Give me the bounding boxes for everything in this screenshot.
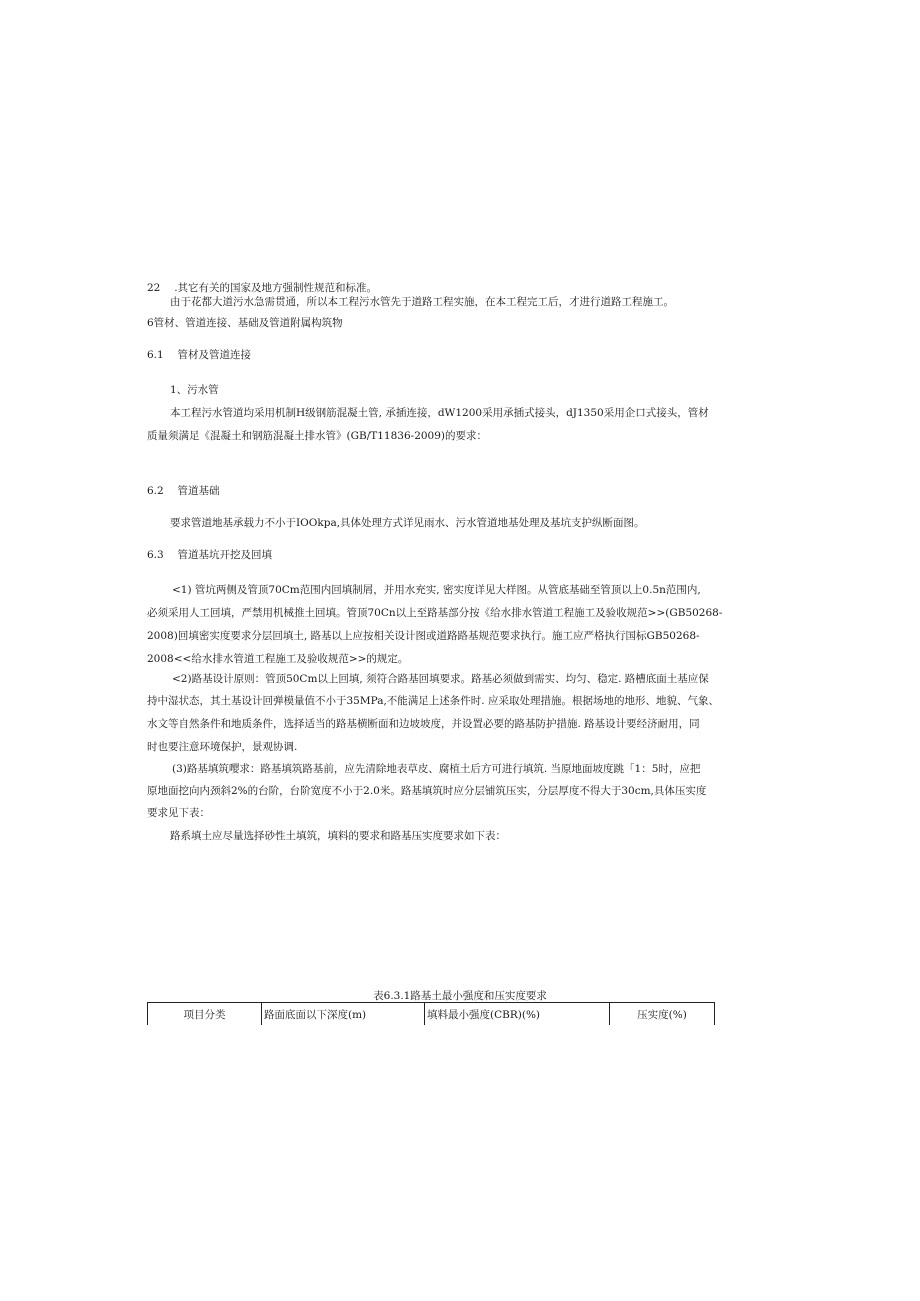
paragraph-fill-material: 路系填土应尽量选择砂性土填筑，填料的要求和路基压实度要求如下表：	[170, 830, 506, 842]
paragraph-backfill-1: 2008<<给水排水管道工程施工及验收规范>>的规定。	[147, 653, 409, 665]
paragraph-backfill-1: <1) 管坑两侧及管顶70Cm范围内回填制屑，并用水充实, 密实度详见大样图。从管底基础至管顶以上0.5n范围内,	[172, 584, 701, 596]
requirements-table	[147, 1002, 715, 1025]
paragraph-pipe-material: 质量须满足《混凝土和钢筋混凝土排水管》(GB/T11836-2009)的要求：	[147, 430, 488, 442]
paragraph-subgrade-design: <2)路基设计原则：管顶50Cm以上回填, 须符合路基回填要求。路基必须做到需实、均匀、稳定. 路槽底面土基应保	[172, 673, 709, 685]
header-item-category: 项目分类	[148, 1003, 262, 1026]
subheading-sewer-pipe: 1、污水管	[170, 384, 219, 396]
header-compaction: 压实度(%)	[610, 1003, 715, 1026]
header-depth: 路面底面以下深度(m)	[262, 1003, 425, 1026]
paragraph-backfill-1: 2008)回填密实度要求分层回填土, 路基以上应按相关设计图或道路路基规范要求执行。施工应严格执行国标GB50268-	[147, 630, 700, 642]
table-caption: 表6.3.1路基土最小强度和压实度要求	[373, 990, 547, 1002]
section-heading-6-3: 6.3 管道基坑开挖及回填	[147, 549, 273, 561]
paragraph-pipe-material: 本工程污水管道均采用机制H级钢筋混凝土管, 承插连接，dW1200采用承插式接头，dJ1350采用企口式接头，管材	[170, 407, 709, 419]
section-heading-6-1: 6.1 管材及管道连接	[147, 349, 252, 361]
paragraph-subgrade-design: 水文等自然条件和地质条件，选择适当的路基横断面和边坡坡度，并设置必要的路基防护措施. 路基设计要经济耐用，同	[147, 718, 700, 730]
section-heading-6-2: 6.2 管道基础	[147, 485, 220, 497]
paragraph-construction-order: 由于花都大道污水急需贯通，所以本工程污水管先于道路工程实施，在本工程完工后，才进行道路工程施工。	[170, 296, 674, 308]
paragraph-subgrade-filling: 要求见下表：	[147, 807, 210, 819]
table-header-row	[148, 1003, 715, 1026]
section-heading-6: 6管材、管道连接、基础及管道附属构筑物	[147, 317, 343, 329]
paragraph-subgrade-design: 持中湿状态，其土基设计回弹模量值不小于35MPa,不能满足上述条件时. 应采取处理措施。根据场地的地形、地貌、气象、	[147, 695, 719, 707]
paragraph-foundation: 要求管道地基承载力不小于IOOkpa,具体处理方式详见雨水、污水管道地基处理及基坑支护纵断面图。	[170, 517, 645, 529]
list-item-22: 22 .其它有关的国家及地方强制性规范和标准。	[147, 282, 378, 294]
header-min-strength: 填料最小强度(CBR)(%)	[425, 1003, 610, 1026]
paragraph-subgrade-filling: (3)路基填筑嘤求：路基填筑路基前，应先清除地表草皮、腐植土后方可进行填筑. 当原地面坡度跳「1：5时，应把	[172, 763, 701, 775]
paragraph-subgrade-filling: 原地面挖向内颈斜2%的台阶，台阶宽度不小于2.0米。路基填筑时应分层铺筑压实，分层厚度不得大于30cm,具体压实度	[147, 785, 707, 797]
paragraph-backfill-1: 必须采用人工回填，严禁用机械推土回填。管顶70Cn以上至路基部分按《给水排水管道工程施工及验收规范>>(GB50268-	[147, 607, 723, 619]
paragraph-subgrade-design: 时也要注意环境保护，景观协调.	[147, 741, 298, 753]
